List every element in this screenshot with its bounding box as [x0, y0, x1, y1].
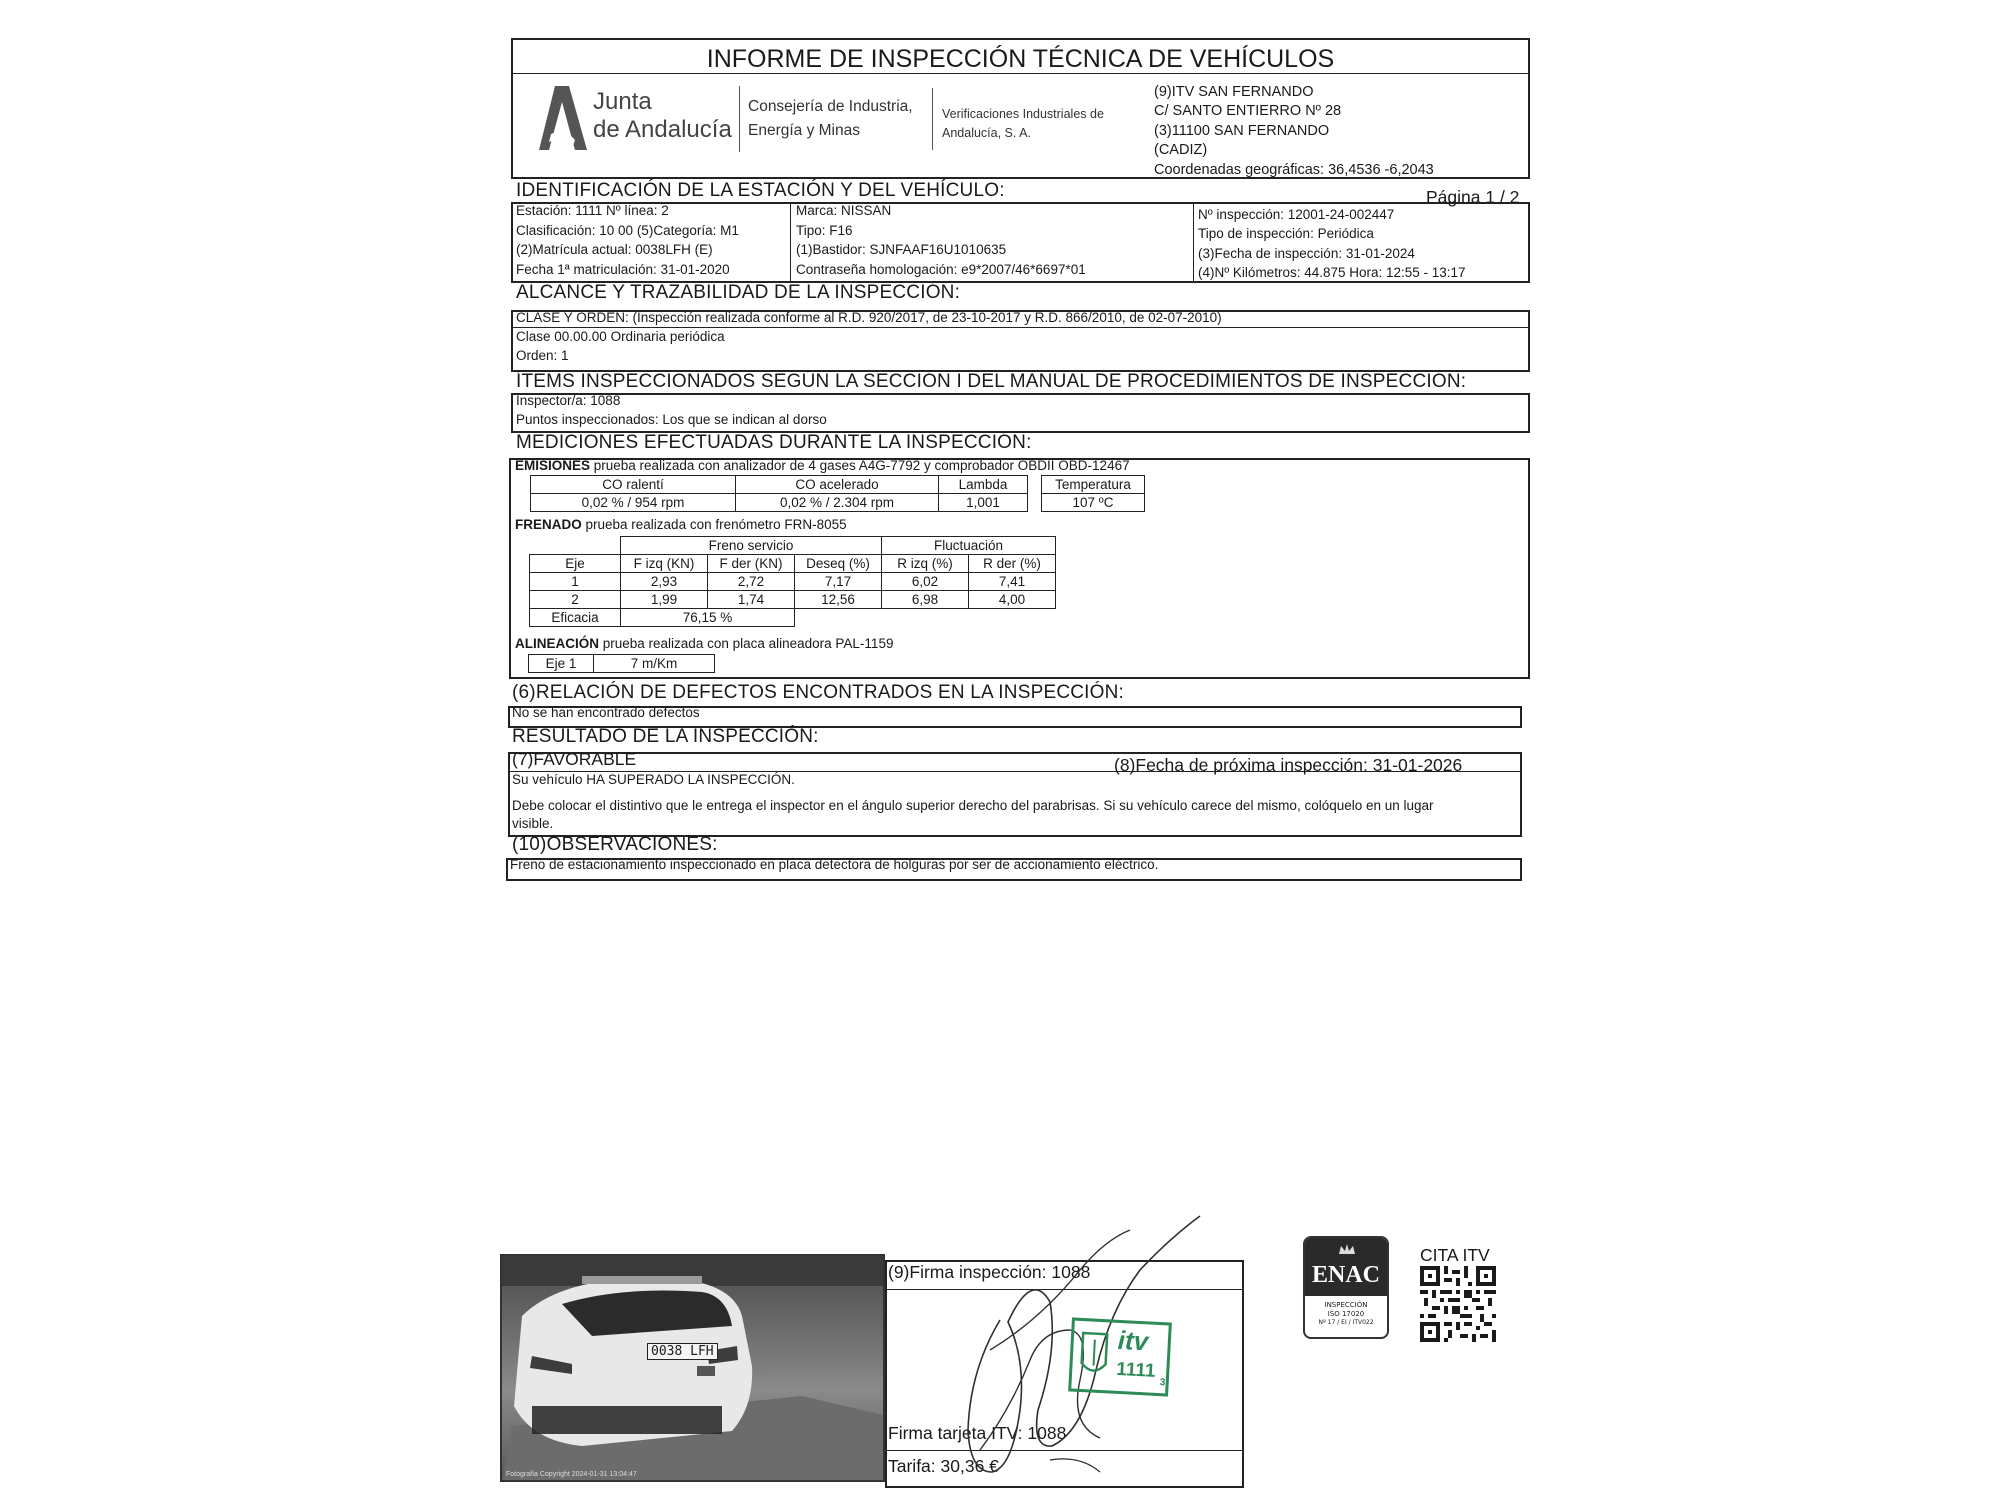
emisiones-text: prueba realizada con analizador de 4 gases A4G-7792 y comprobador OBDII OBD-12467	[590, 458, 1130, 473]
emisiones-value-co-acelerado: 0,02 % / 2.304 rpm	[736, 494, 939, 512]
frenado-header-deseq: Deseq (%)	[795, 555, 882, 573]
frenado-header-eje: Eje	[530, 555, 621, 573]
id-col2-3: Contraseña homologación: e9*2007/46*6697*01	[796, 262, 1086, 277]
id-col3-2: (3)Fecha de inspección: 31-01-2024	[1198, 246, 1415, 261]
logo-divider-2	[932, 88, 933, 150]
photo-caption: Fotografía Copyright 2024-01-31 13:04:47	[506, 1471, 637, 1478]
frenado-cell: 12,56	[795, 591, 882, 609]
result-favorable: (7)FAVORABLE	[512, 749, 637, 769]
result-heading: RESULTADO DE LA INSPECCIÓN:	[512, 726, 819, 747]
alineacion-eje: Eje 1	[529, 655, 594, 673]
emisiones-value-co-ralenti: 0,02 % / 954 rpm	[531, 494, 736, 512]
station-line-4: Coordenadas geográficas: 36,4536 -6,2043	[1154, 162, 1434, 178]
enac-text: ENAC	[1311, 1262, 1380, 1288]
frenado-cell: 1	[530, 573, 621, 591]
andalucia-shield-icon	[1078, 1329, 1111, 1382]
emisiones-value-lambda: 1,001	[939, 494, 1028, 512]
tarifa: Tarifa: 30,36 €	[888, 1456, 999, 1476]
scope-orden: Orden: 1	[516, 348, 569, 363]
frenado-cell: 6,98	[882, 591, 969, 609]
id-divider-1	[790, 203, 791, 282]
items-inspector: Inspector/a: 1088	[516, 393, 621, 408]
identification-heading: IDENTIFICACIÓN DE LA ESTACIÓN Y DEL VEHÍCULO:	[516, 180, 1005, 201]
frenado-cell: 1,99	[621, 591, 708, 609]
temperatura-table	[1041, 475, 1145, 512]
firma-inspeccion: (9)Firma inspección: 1088	[888, 1262, 1091, 1282]
itv-stamp	[1068, 1317, 1172, 1396]
station-line-1: C/ SANTO ENTIERRO Nº 28	[1154, 103, 1342, 119]
observations-text: Freno de estacionamiento inspeccionado en placa detectora de holguras por ser de accionamiento eléctrico.	[510, 857, 1159, 872]
id-col1-2: (2)Matrícula actual: 0038LFH (E)	[516, 242, 713, 257]
alineacion-table	[528, 654, 715, 673]
freno-servicio-header: Freno servicio	[621, 537, 882, 555]
stamp-sub: 3	[1159, 1377, 1166, 1389]
enac-small-3: Nº 17 / EI / ITV022	[1318, 1319, 1374, 1326]
result-line1: Su vehículo HA SUPERADO LA INSPECCIÓN.	[512, 772, 795, 787]
emisiones-line	[515, 458, 1130, 473]
emisiones-header-co-ralenti: CO ralentí	[531, 476, 736, 494]
consejeria-line1: Consejería de Industria,	[748, 98, 913, 115]
scope-heading: ALCANCE Y TRAZABILIDAD DE LA INSPECCIÓN:	[516, 282, 961, 303]
id-col3-0: Nº inspección: 12001-24-002447	[1198, 207, 1395, 222]
frenado-cell: 2,72	[708, 573, 795, 591]
frenado-cell: 7,17	[795, 573, 882, 591]
junta-andalucia-logo-icon	[535, 84, 591, 152]
crown-icon	[1337, 1242, 1357, 1256]
station-line-2: (3)11100 SAN FERNANDO	[1154, 123, 1330, 139]
frenado-header-rizq: R izq (%)	[882, 555, 969, 573]
frenado-cell: 2	[530, 591, 621, 609]
id-col3-1: Tipo de inspección: Periódica	[1198, 226, 1374, 241]
frenado-cell: 7,41	[969, 573, 1056, 591]
alineacion-label: ALINEACIÓN	[515, 636, 599, 651]
vehicle-photo	[500, 1254, 885, 1482]
table-row	[530, 573, 1056, 591]
items-puntos: Puntos inspeccionados: Los que se indican al dorso	[516, 412, 827, 427]
report-title: INFORME DE INSPECCIÓN TÉCNICA DE VEHÍCULOS	[706, 45, 1335, 73]
scope-clase: Clase 00.00.00 Ordinaria periódica	[516, 329, 725, 344]
next-inspection: (8)Fecha de próxima inspección: 31-01-2026	[1114, 755, 1463, 775]
items-heading: ÍTEMS INSPECCIONADOS SEGÚN LA SECCIÓN I DEL MANUAL DE PROCEDIMIENTOS DE INSPECCIÓN:	[516, 371, 1467, 392]
id-col1-1: Clasificación: 10 00 (5)Categoría: M1	[516, 223, 739, 238]
defects-text: No se han encontrado defectos	[512, 705, 700, 720]
enac-small-1: INSPECCIÓN	[1324, 1301, 1368, 1309]
id-col1-0: Estación: 1111 Nº línea: 2	[516, 203, 669, 218]
id-col1-3: Fecha 1ª matriculación: 31-01-2020	[516, 262, 730, 277]
consejeria-line2: Energía y Minas	[748, 122, 860, 139]
temperatura-header: Temperatura	[1042, 476, 1145, 494]
logo-line2: de Andalucía	[593, 116, 732, 143]
station-line-3: (CADIZ)	[1154, 142, 1208, 158]
frenado-cell: 2,93	[621, 573, 708, 591]
id-col2-0: Marca: NISSAN	[796, 203, 892, 218]
cita-itv-label: CITA ITV	[1420, 1245, 1490, 1265]
firma-tarjeta: Firma tarjeta ITV: 1088	[888, 1423, 1067, 1443]
frenado-header-fder: F der (KN)	[708, 555, 795, 573]
alineacion-line	[515, 636, 893, 651]
verif-line2: Andalucía, S. A.	[942, 126, 1031, 140]
frenado-label: FRENADO	[515, 517, 582, 532]
frenado-table	[529, 536, 1056, 627]
id-divider-2	[1193, 203, 1194, 282]
frenado-header-fizq: F izq (KN)	[621, 555, 708, 573]
temperatura-value: 107 ºC	[1042, 494, 1145, 512]
page-number: Página 1 / 2	[1426, 187, 1520, 207]
id-col2-2: (1)Bastidor: SJNFAAF16U1010635	[796, 242, 1007, 257]
car-rear-icon	[502, 1256, 885, 1482]
scope-clase-orden: CLASE Y ORDEN: (Inspección realizada conforme al R.D. 920/2017, de 23-10-2017 y R.D. 866/2010, de 02-07-2010)	[516, 310, 1222, 325]
emisiones-label: EMISIONES	[515, 458, 591, 473]
frenado-text: prueba realizada con frenómetro FRN-8055	[581, 517, 847, 532]
fluctuacion-header: Fluctuación	[882, 537, 1056, 555]
measurements-heading: MEDICIONES EFECTUADAS DURANTE LA INSPECCIÓN:	[516, 432, 1032, 453]
enac-small-2: ISO 17020	[1327, 1310, 1365, 1318]
table-row	[530, 591, 1056, 609]
frenado-cell: 1,74	[708, 591, 795, 609]
emisiones-header-co-acelerado: CO acelerado	[736, 476, 939, 494]
frenado-header-rder: R der (%)	[969, 555, 1056, 573]
license-plate: 0038 LFH	[647, 1343, 718, 1360]
alineacion-value: 7 m/Km	[594, 655, 715, 673]
eficacia-label: Eficacia	[530, 609, 621, 627]
stamp-itv-text: itv	[1117, 1324, 1149, 1357]
emisiones-header-lambda: Lambda	[939, 476, 1028, 494]
eficacia-value: 76,15 %	[621, 609, 795, 627]
verif-line1: Verificaciones Industriales de	[942, 107, 1104, 121]
station-line-0: (9)ITV SAN FERNANDO	[1154, 84, 1314, 100]
defects-heading: (6)RELACIÓN DE DEFECTOS ENCONTRADOS EN LA INSPECCIÓN:	[512, 682, 1125, 703]
result-line2: Debe colocar el distintivo que le entrega el inspector en el ángulo superior derecho del parabrisas. Si su vehículo carece del mismo, colóquelo en un lugar	[512, 798, 1434, 813]
stamp-number: 1111	[1115, 1358, 1156, 1382]
result-line3: visible.	[512, 816, 554, 831]
enac-logo	[1303, 1236, 1389, 1339]
id-col2-1: Tipo: F16	[796, 223, 853, 238]
scope-divider	[513, 327, 1528, 328]
logo-divider	[739, 86, 740, 152]
id-col3-3: (4)Nº Kilómetros: 44.875 Hora: 12:55 - 13:17	[1198, 265, 1466, 280]
frenado-line	[515, 517, 847, 532]
logo-line1: Junta	[593, 88, 652, 115]
frenado-cell: 4,00	[969, 591, 1056, 609]
frenado-cell: 6,02	[882, 573, 969, 591]
observations-heading: (10)OBSERVACIONES:	[512, 834, 718, 855]
qr-code-icon[interactable]	[1420, 1266, 1496, 1342]
emisiones-table	[530, 475, 1028, 512]
alineacion-text: prueba realizada con placa alineadora PAL-1159	[599, 636, 894, 651]
